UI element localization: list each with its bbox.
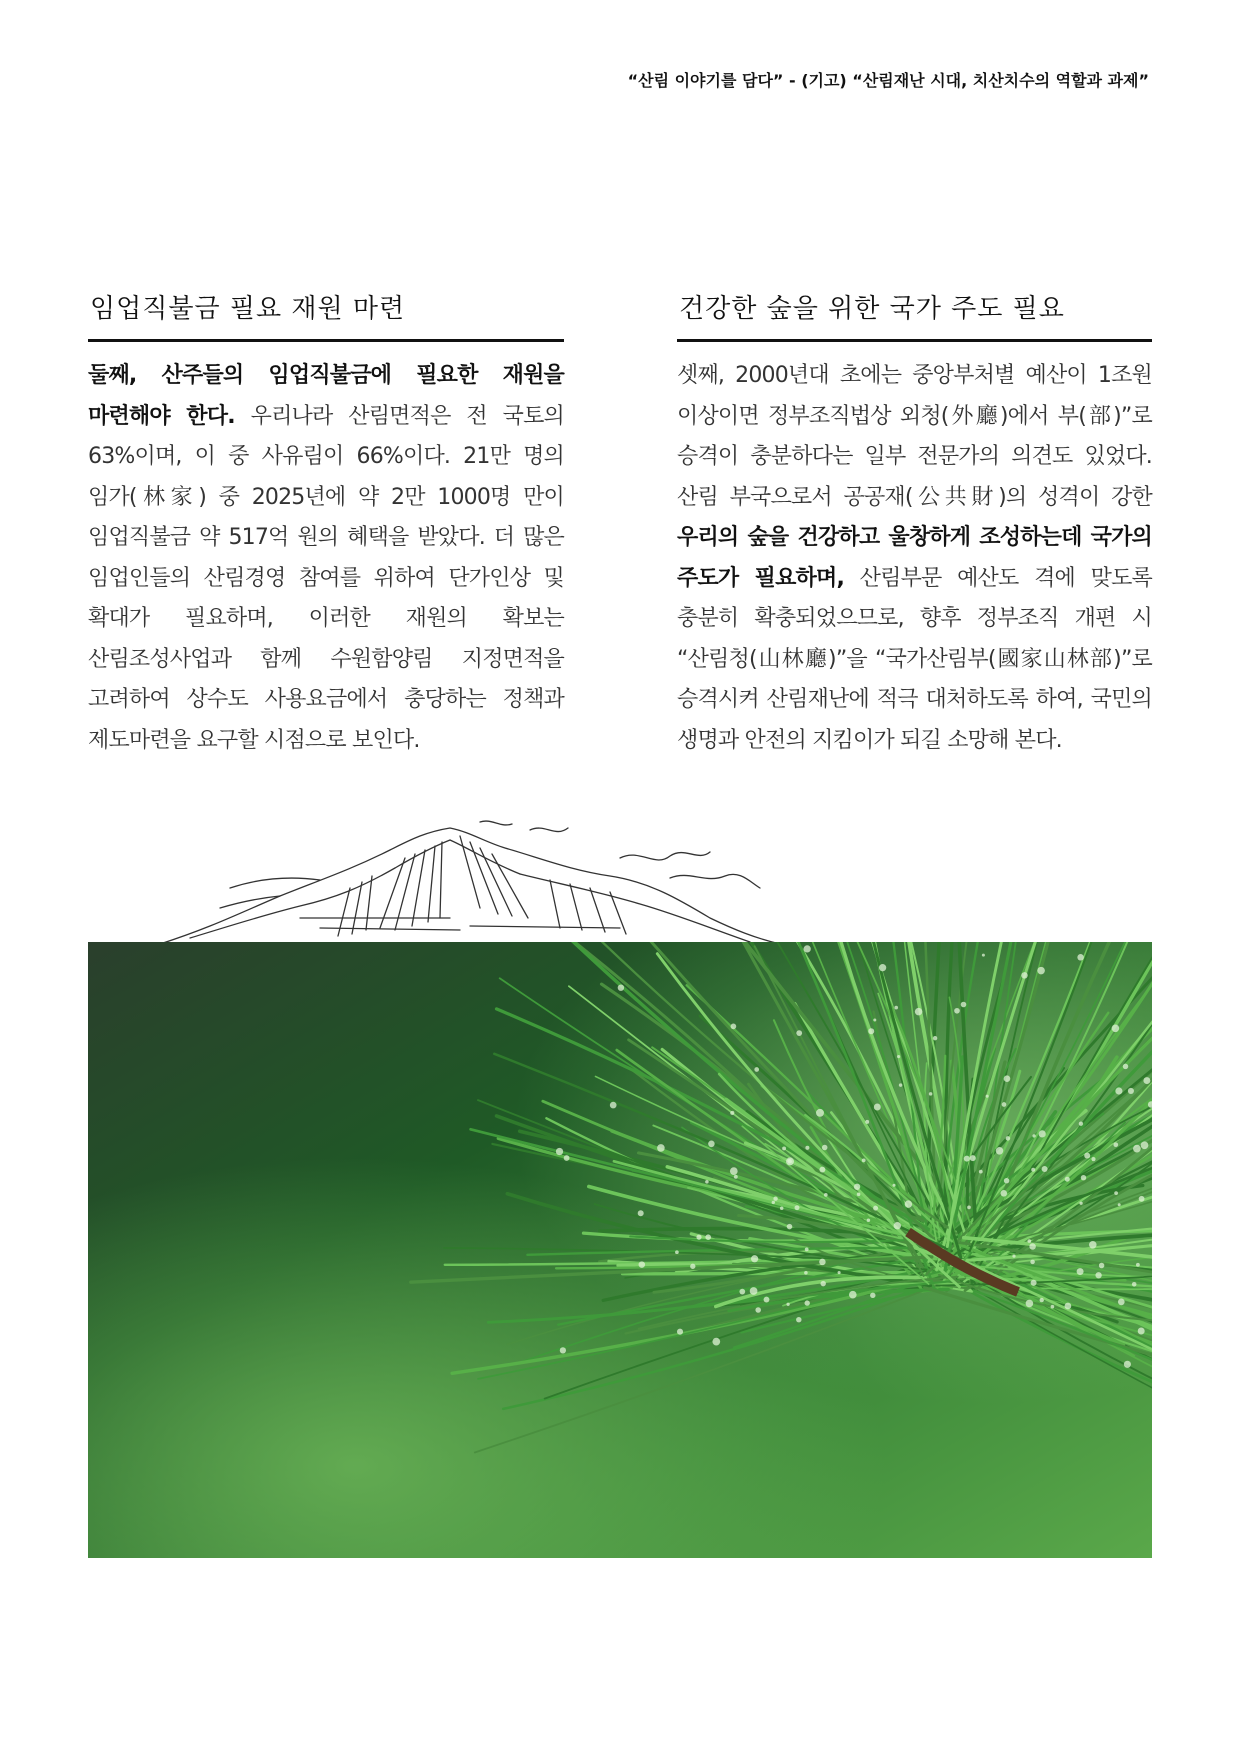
water-drop bbox=[819, 1167, 825, 1173]
water-drop bbox=[1112, 1025, 1120, 1033]
water-drop bbox=[982, 954, 985, 957]
water-drop bbox=[897, 1055, 900, 1058]
water-drop bbox=[954, 1008, 960, 1014]
paragraph-forestry-payment bbox=[88, 356, 564, 761]
water-drop bbox=[1006, 1136, 1011, 1141]
water-drop bbox=[773, 1197, 777, 1201]
water-drop bbox=[1114, 1191, 1118, 1195]
water-drop bbox=[967, 1206, 971, 1210]
water-drop bbox=[865, 1120, 869, 1124]
water-drop bbox=[764, 1297, 770, 1303]
water-drop bbox=[639, 1261, 645, 1267]
water-drop bbox=[677, 1329, 683, 1335]
section-title-forestry-payment: 임업직불금 필요 재원 마련 bbox=[88, 288, 564, 342]
water-drop bbox=[1081, 1175, 1086, 1180]
water-drop bbox=[1065, 1177, 1070, 1182]
water-drop bbox=[675, 1250, 679, 1254]
water-drop bbox=[873, 1018, 876, 1021]
water-drop bbox=[979, 1170, 983, 1174]
water-drop bbox=[1136, 1263, 1140, 1267]
water-drop bbox=[708, 1141, 715, 1148]
water-drop bbox=[1141, 1141, 1149, 1149]
water-drop bbox=[556, 1148, 563, 1155]
water-drop bbox=[734, 1175, 738, 1179]
paragraph-body-end: 산림부문 예산도 격에 맞도록 충분히 확충되었으므로, 향후 정부조직 개편 시 “산림청(山林廳)”을 “국가산림부(國家山林部)”로 승격시켜 산림재난에 적극 대처하도록 하여, 국민의 생명과 안전의 지킴이가 되길 소망해 본다. bbox=[677, 565, 1152, 753]
water-drop bbox=[786, 1303, 789, 1306]
water-drop bbox=[964, 1156, 970, 1162]
section-title-national-leadership: 건강한 숲을 위한 국가 주도 필요 bbox=[677, 288, 1152, 342]
water-drop bbox=[1079, 1202, 1082, 1205]
water-drop bbox=[894, 1222, 901, 1229]
right-column bbox=[677, 288, 1152, 761]
water-drop bbox=[751, 1255, 758, 1262]
water-drop bbox=[854, 1184, 860, 1190]
water-drop bbox=[838, 1271, 841, 1274]
water-drop bbox=[712, 1338, 720, 1346]
water-drop bbox=[849, 1291, 857, 1299]
water-drop bbox=[1031, 1280, 1037, 1286]
water-drop bbox=[1099, 1263, 1105, 1269]
water-drop bbox=[1077, 1268, 1084, 1275]
water-drop bbox=[805, 1146, 809, 1150]
water-drop bbox=[780, 1207, 784, 1211]
water-drop bbox=[804, 945, 811, 952]
water-drop bbox=[1079, 1122, 1083, 1126]
water-drop bbox=[1089, 1241, 1097, 1249]
running-header: “산림 이야기를 담다” - (기고) “산림재난 시대, 치산치수의 역할과 과제” bbox=[627, 71, 1149, 90]
water-drop bbox=[1040, 1298, 1044, 1302]
water-drop bbox=[1133, 1145, 1141, 1153]
water-drop bbox=[929, 1092, 933, 1096]
water-drop bbox=[1002, 1102, 1007, 1107]
water-drop bbox=[816, 1109, 824, 1117]
water-drop bbox=[1026, 1300, 1034, 1308]
water-drop bbox=[696, 1235, 701, 1240]
water-drop bbox=[862, 1159, 866, 1163]
water-drop bbox=[1138, 1328, 1145, 1335]
water-drop bbox=[754, 1067, 759, 1072]
water-drop bbox=[805, 1248, 809, 1252]
water-drop bbox=[1077, 954, 1083, 960]
water-drop bbox=[899, 1083, 902, 1086]
water-drop bbox=[755, 1307, 761, 1313]
mountain-sketch-icon bbox=[150, 818, 790, 948]
paragraph-body-start: 셋째, 2000년대 초에는 중앙부처별 예산이 1조원 이상이면 정부조직법상 외청(外廳)에서 부(部)”로 승격이 충분하다는 일부 전문가의 의견도 있었다. 산림 부국으로서 공공재(公共財)의 성격이 강한 bbox=[677, 363, 1152, 510]
water-drop bbox=[739, 1289, 745, 1295]
water-drop bbox=[618, 985, 624, 991]
water-drop bbox=[1139, 1196, 1145, 1202]
water-drop bbox=[731, 1024, 737, 1030]
paragraph-body: 우리나라 산림면적은 전 국토의 63%이며, 이 중 사유림이 66%이다. 21만 명의 임가(林家) 중 2025년에 약 2만 1000명 만이 임업직불금 약 517억 원의 혜택을 받았다. 더 많은 임업인들의 산림경영 참여를 위하여 단가인상 및 확대가 필요하며, 이러한 재원의 확보는 산림조성사업과 함께 수원함양림 지정면적을 고려하여 상수도 사용요금에서 충당하는 정책과 제도마련을 요구할 시점으로 보인다. bbox=[88, 403, 564, 753]
water-drop bbox=[690, 1264, 695, 1269]
water-drop bbox=[1128, 1088, 1134, 1094]
water-drop bbox=[1095, 1272, 1101, 1278]
water-drop bbox=[1115, 1087, 1122, 1094]
water-drop bbox=[787, 1224, 793, 1230]
water-drop bbox=[1012, 1255, 1015, 1258]
water-drop bbox=[819, 1259, 826, 1266]
water-drop bbox=[730, 1167, 738, 1175]
water-drop bbox=[1124, 1361, 1131, 1368]
water-drop bbox=[894, 1006, 898, 1010]
water-drop bbox=[1118, 1299, 1125, 1306]
water-drop bbox=[1091, 1157, 1095, 1161]
emphasis-sentence: 우리의 숲을 건강하고 울창하게 조성하는데 국가의 주도가 필요하며, bbox=[677, 525, 1152, 591]
water-drop bbox=[1001, 1190, 1008, 1197]
water-drop bbox=[796, 1317, 801, 1322]
water-drop bbox=[1143, 1077, 1150, 1084]
water-drop bbox=[857, 1192, 861, 1196]
water-drop bbox=[1132, 1282, 1137, 1287]
water-drop bbox=[933, 1036, 937, 1040]
lead-sentence: 둘째, 산주들의 임업직불금에 필요한 재원을 마련해야 한다. bbox=[88, 363, 564, 429]
water-drop bbox=[564, 1155, 570, 1161]
water-drop bbox=[1032, 1134, 1035, 1137]
water-drop bbox=[796, 1030, 802, 1036]
water-drop bbox=[873, 1206, 878, 1211]
water-drop bbox=[730, 1111, 734, 1115]
water-drop bbox=[867, 1219, 871, 1223]
water-drop bbox=[1029, 1243, 1036, 1250]
water-drop bbox=[805, 1300, 810, 1305]
water-drop bbox=[1004, 1178, 1009, 1183]
water-drop bbox=[879, 964, 886, 971]
left-column bbox=[88, 288, 564, 761]
water-drop bbox=[1039, 1130, 1046, 1137]
water-drop bbox=[868, 1028, 874, 1034]
water-drop bbox=[996, 1147, 1004, 1155]
water-drop bbox=[915, 1008, 923, 1016]
water-drop bbox=[560, 1347, 566, 1353]
water-drop bbox=[1051, 1305, 1055, 1309]
water-drop bbox=[1031, 1168, 1035, 1172]
water-drop bbox=[1004, 1075, 1011, 1082]
water-drop bbox=[1123, 1064, 1129, 1070]
water-drop bbox=[1084, 1153, 1090, 1159]
water-drop bbox=[795, 1205, 800, 1210]
water-drop bbox=[782, 1146, 786, 1150]
water-drop bbox=[970, 1155, 976, 1161]
water-drop bbox=[1030, 1260, 1035, 1265]
water-drop bbox=[870, 1293, 875, 1298]
paragraph-national-leadership bbox=[677, 356, 1152, 761]
water-drop bbox=[804, 1271, 808, 1275]
water-drop bbox=[657, 1144, 665, 1152]
water-drop bbox=[986, 1095, 989, 1098]
water-drop bbox=[1118, 1203, 1121, 1206]
water-drop bbox=[1021, 972, 1027, 978]
water-drop bbox=[1065, 1303, 1072, 1310]
water-drop bbox=[750, 1287, 758, 1295]
water-drop bbox=[705, 1234, 711, 1240]
water-drop bbox=[874, 1104, 881, 1111]
water-drop bbox=[705, 1180, 709, 1184]
water-drop bbox=[610, 1102, 617, 1109]
water-drop bbox=[638, 1210, 644, 1216]
water-drop bbox=[1042, 1166, 1048, 1172]
water-drop bbox=[786, 1157, 794, 1165]
pine-branch-photo-icon bbox=[88, 942, 1152, 1558]
water-drop bbox=[905, 1200, 913, 1208]
water-drop bbox=[892, 1184, 895, 1187]
water-drop bbox=[772, 1201, 775, 1204]
water-drop bbox=[961, 1002, 967, 1008]
water-drop bbox=[1037, 967, 1045, 975]
water-drop bbox=[1113, 1142, 1118, 1147]
water-drop bbox=[822, 1145, 828, 1151]
water-drop bbox=[1028, 1239, 1032, 1243]
water-drop bbox=[820, 1281, 825, 1286]
water-drop bbox=[824, 1193, 828, 1197]
